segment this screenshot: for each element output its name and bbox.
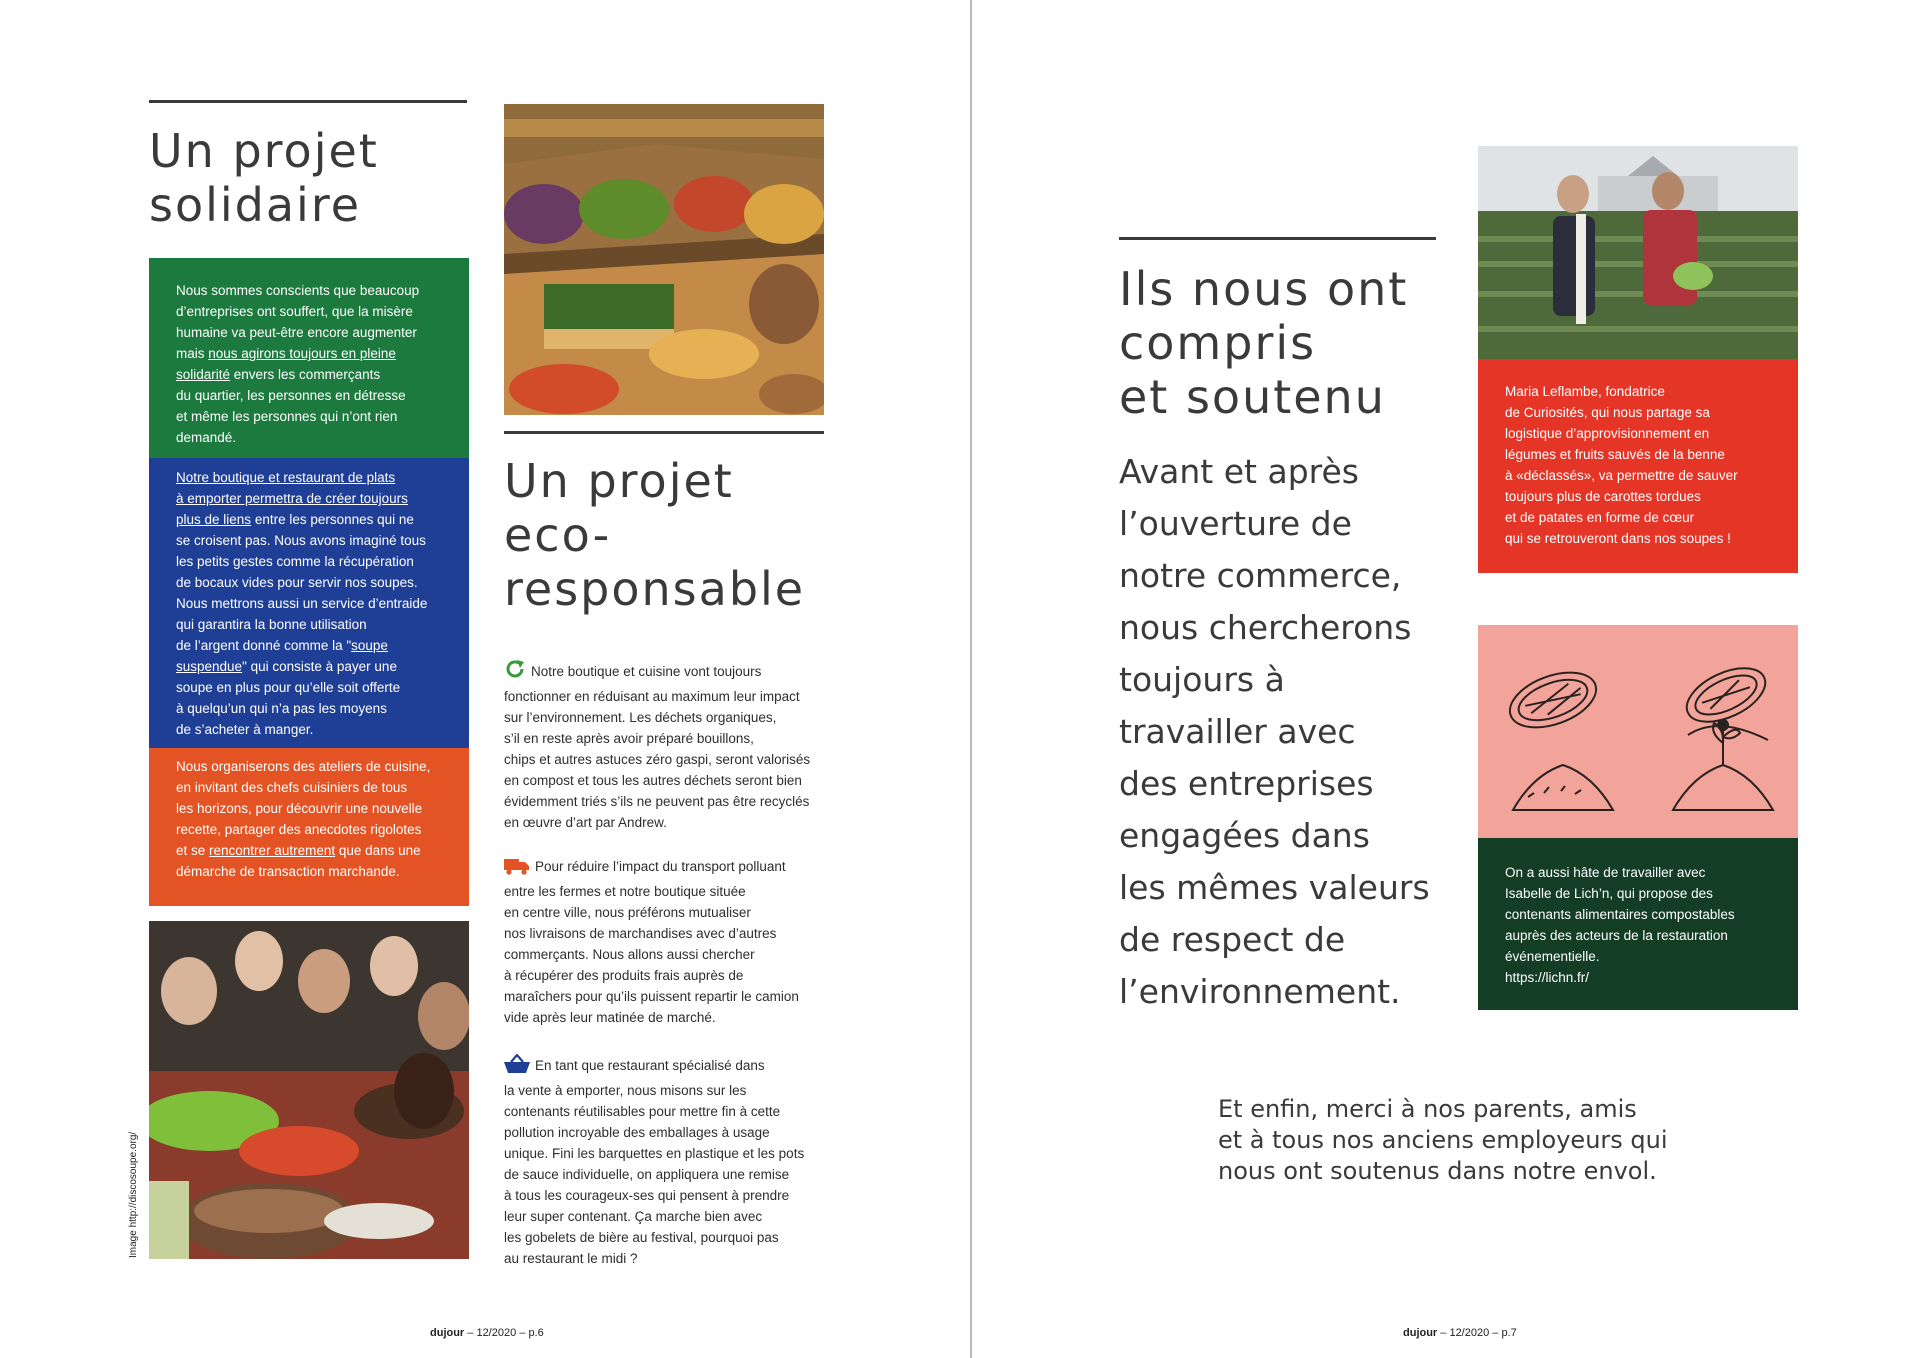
- text-line: chips et autres astuces zéro gaspi, seront valorisés: [504, 752, 811, 767]
- text-line: événementielle.: [1505, 949, 1600, 964]
- lichn-link[interactable]: https://lichn.fr/: [1505, 970, 1590, 985]
- text-line: recette, partager des anecdotes rigolotes: [176, 822, 422, 837]
- text-line: Isabelle de Lich’n, qui propose des: [1505, 886, 1713, 901]
- eco-title-line: Un projet: [504, 454, 734, 508]
- vegetable-stall-photo: [504, 104, 824, 415]
- text-line: en invitant des chefs cuisiniers de tous: [176, 780, 408, 795]
- text-line: Nous mettrons aussi un service d’entraide: [176, 596, 428, 611]
- text-line: les mêmes valeurs: [1119, 868, 1430, 907]
- boutique-link[interactable]: plus de liens: [176, 512, 252, 527]
- eco-title: [504, 454, 805, 616]
- text-line: au restaurant le midi ?: [504, 1251, 638, 1266]
- text-line: l’ouverture de: [1119, 504, 1352, 543]
- text-line: à quelqu’un qui n’a pas les moyens: [176, 701, 387, 716]
- footer-brand: dujour: [1403, 1327, 1438, 1339]
- text-line: Pour réduire l’impact du transport polluant: [504, 856, 834, 881]
- text-line: toujours plus de carottes tordues: [1505, 489, 1701, 504]
- text-line: plus de liens entre les personnes qui ne: [176, 512, 414, 527]
- text-line: entre les fermes et notre boutique située: [504, 884, 746, 899]
- text-line: Notre boutique et cuisine vont toujours: [504, 658, 834, 686]
- support-subtitle: [1119, 446, 1430, 1018]
- soupe-suspendue-link[interactable]: suspendue: [176, 659, 243, 674]
- solidaire-green-box: [149, 258, 469, 458]
- boutique-link[interactable]: Notre boutique et restaurant de plats: [176, 470, 396, 485]
- support-title-line: et soutenu: [1119, 370, 1386, 424]
- text-line: et de patates en forme de cœur: [1505, 510, 1695, 525]
- text-line: de l’argent donné comme la "soupe: [176, 638, 388, 653]
- text-line: mais nous agirons toujours en pleine: [176, 346, 396, 361]
- support-rule: [1119, 237, 1436, 240]
- text-line: qui garantira la bonne utilisation: [176, 617, 367, 632]
- farmers-photo: [1478, 146, 1798, 359]
- text-line: de bocaux vides pour servir nos soupes.: [176, 575, 418, 590]
- solidarity-link[interactable]: solidarité: [176, 367, 231, 382]
- text-line: solidarité envers les commerçants: [176, 367, 381, 382]
- soil-drawing: [1673, 765, 1773, 810]
- text-line: logistique d’approvisionnement en: [1505, 426, 1710, 441]
- text-line: des entreprises: [1119, 764, 1374, 803]
- text-line: et à tous nos anciens employeurs qui: [1218, 1126, 1668, 1154]
- text-line: suspendue" qui consiste à payer une: [176, 659, 397, 674]
- text-line: légumes et fruits sauvés de la benne: [1505, 447, 1725, 462]
- text-line: leur super contenant. Ça marche bien avec: [504, 1209, 763, 1224]
- rencontrer-link[interactable]: rencontrer autrement: [209, 843, 336, 858]
- text-line: évidemment triés s’ils ne peuvent pas être recyclés: [504, 794, 810, 809]
- solidaire-rule: [149, 100, 467, 103]
- text-line: fonctionner en réduisant au maximum leur impact: [504, 689, 800, 704]
- cooking-workshop-photo: [149, 921, 469, 1259]
- footer-info: – 12/2020 – p.6: [464, 1327, 544, 1339]
- text-line: en œuvre d’art par Andrew.: [504, 815, 667, 830]
- text-line: les petits gestes comme la récupération: [176, 554, 414, 569]
- delivery-truck-icon: [504, 857, 530, 881]
- text-line: [176, 488, 442, 509]
- eco-title-line: responsable: [504, 562, 806, 616]
- text-line: toujours à: [1119, 660, 1285, 699]
- text-line: unique. Fini les barquettes en plastique et les pots: [504, 1146, 805, 1161]
- recycle-icon: [504, 658, 526, 686]
- text-line: engagées dans: [1119, 816, 1370, 855]
- text-line: pollution incroyable des emballages à usage: [504, 1125, 770, 1140]
- text-line: Nous organiserons des ateliers de cuisine,: [176, 759, 431, 774]
- text-line: Et enfin, merci à nos parents, amis: [1218, 1095, 1637, 1123]
- text-line: à tous les courageux-ses qui pensent à prendre: [504, 1188, 790, 1203]
- text-line: en centre ville, nous préférons mutualiser: [504, 905, 751, 920]
- text-line: demandé.: [176, 430, 237, 445]
- text-line: soupe en plus pour qu’elle soit offerte: [176, 680, 401, 695]
- eco-paragraph-compost: [504, 658, 834, 833]
- soupe-suspendue-link[interactable]: soupe: [351, 638, 388, 653]
- text-line: se croisent pas. Nous avons imaginé tous: [176, 533, 426, 548]
- solidaire-title: [149, 124, 379, 232]
- right-page-footer: [1403, 1327, 1517, 1339]
- text-line: du quartier, les personnes en détresse: [176, 388, 406, 403]
- red-box-curiosites: [1478, 359, 1798, 573]
- text-line: Maria Leflambe, fondatrice: [1505, 384, 1665, 399]
- text-line: En tant que restaurant spécialisé dans: [504, 1054, 834, 1080]
- footer-brand: dujour: [430, 1327, 465, 1339]
- text-line: notre commerce,: [1119, 556, 1402, 595]
- text-line: les gobelets de bière au festival, pourquoi pas: [504, 1230, 779, 1245]
- bowl-drawing: [1503, 662, 1604, 738]
- text-line: de Curiosités, qui nous partage sa: [1505, 405, 1710, 420]
- text-line: Avant et après: [1119, 452, 1359, 491]
- text-line: travailler avec: [1119, 712, 1356, 751]
- text-line: sur l’environnement. Les déchets organiques,: [504, 710, 777, 725]
- solidaire-title-line: Un projet: [149, 124, 379, 178]
- solidaire-title-line: solidaire: [149, 178, 362, 232]
- text-line: les horizons, pour découvrir une nouvelle: [176, 801, 423, 816]
- text-line: vide après leur matinée de marché.: [504, 1010, 716, 1025]
- text-line: à récupérer des produits frais auprès de: [504, 968, 744, 983]
- dark-green-box-lichn: [1478, 838, 1798, 1010]
- text-line: s’il en reste après avoir préparé bouillons,: [504, 731, 754, 746]
- eco-paragraph-packaging: [504, 1054, 834, 1269]
- page-divider: [970, 0, 972, 1358]
- text-line: On a aussi hâte de travailler avec: [1505, 865, 1706, 880]
- text-line: la vente à emporter, nous misons sur les: [504, 1083, 747, 1098]
- eco-paragraph-transport: [504, 856, 834, 1028]
- soil-drawing: [1528, 786, 1581, 797]
- text-line: qui se retrouveront dans nos soupes !: [1505, 531, 1731, 546]
- thanks-text: [1218, 1094, 1668, 1187]
- eco-title-line: eco-: [504, 508, 612, 562]
- support-title-line: compris: [1119, 316, 1317, 370]
- text-line: de respect de: [1119, 920, 1346, 959]
- photo-credit: Image http://discosoupe.org/: [128, 1131, 139, 1258]
- text-line: [176, 467, 442, 488]
- text-line: nos livraisons de marchandises avec d’autres: [504, 926, 777, 941]
- solidaire-blue-box: [149, 458, 469, 748]
- text-line: à «déclassés», va permettre de sauver: [1505, 468, 1738, 483]
- text-line: d’entreprises ont souffert, que la misère: [176, 304, 413, 319]
- text-line: et se rencontrer autrement que dans une: [176, 843, 421, 858]
- compost-illustration: [1478, 625, 1798, 838]
- text-line: l’environnement.: [1119, 972, 1401, 1011]
- text-line: maraîchers pour qu’ils puissent repartir le camion: [504, 989, 799, 1004]
- text-line: nous chercherons: [1119, 608, 1412, 647]
- text-line: de s’acheter à manger.: [176, 722, 314, 737]
- footer-info: – 12/2020 – p.7: [1437, 1327, 1517, 1339]
- text-line: en compost et tous les autres déchets seront bien: [504, 773, 802, 788]
- solidaire-orange-box: [149, 748, 469, 906]
- support-title: [1119, 262, 1408, 424]
- text-line: auprès des acteurs de la restauration: [1505, 928, 1728, 943]
- support-title-line: Ils nous ont: [1119, 262, 1409, 316]
- solidarity-link[interactable]: nous agirons toujours en pleine: [208, 346, 396, 361]
- basket-icon: [504, 1054, 530, 1080]
- text-line: contenants alimentaires compostables: [1505, 907, 1735, 922]
- text-line: nous ont soutenus dans notre envol.: [1218, 1157, 1657, 1185]
- boutique-link[interactable]: à emporter permettra de créer toujours: [176, 491, 408, 506]
- text-line: Nous sommes conscients que beaucoup: [176, 283, 420, 298]
- text-line: humaine va peut-être encore augmenter: [176, 325, 417, 340]
- text-line: contenants réutilisables pour mettre fin à cette: [504, 1104, 781, 1119]
- left-page-footer: [430, 1327, 544, 1339]
- text-line: et même les personnes qui n’ont rien: [176, 409, 398, 424]
- eco-rule: [504, 431, 824, 434]
- text-line: démarche de transaction marchande.: [176, 864, 400, 879]
- text-line: de sauce individuelle, on appliquera une remise: [504, 1167, 790, 1182]
- text-line: commerçants. Nous allons aussi chercher: [504, 947, 755, 962]
